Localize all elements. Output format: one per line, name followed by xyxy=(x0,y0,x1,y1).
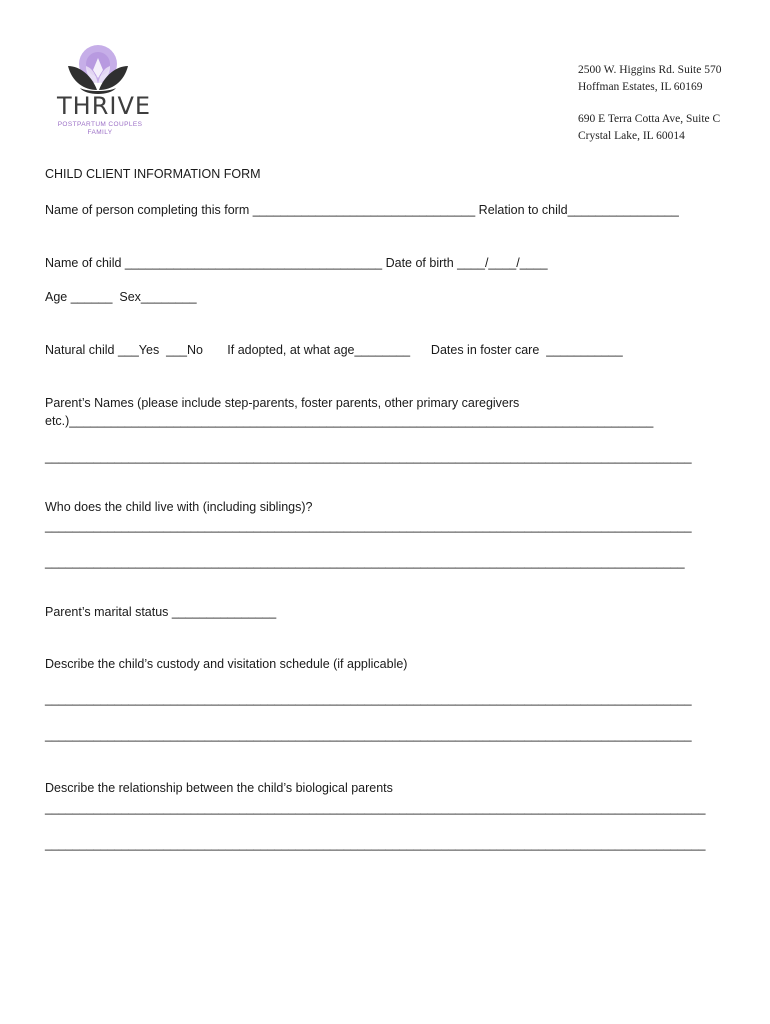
completer-field[interactable]: Name of person completing this form ________________________________ Relation to child________________ xyxy=(45,203,679,217)
lives-with-label: Who does the child live with (including siblings)? xyxy=(45,500,313,514)
relationship-label: Describe the relationship between the child’s biological parents xyxy=(45,781,393,795)
parents-names-label: Parent’s Names (please include step-parents, foster parents, other primary caregivers xyxy=(45,396,520,410)
age-sex-field[interactable]: Age ______ Sex________ xyxy=(45,290,197,304)
relationship-blank-1[interactable]: _______________________________________________________________________________________________ xyxy=(45,801,706,815)
logo-wordmark: THRIVE xyxy=(57,92,152,120)
relationship-blank-2[interactable]: _______________________________________________________________________________________________ xyxy=(45,837,706,851)
marital-status-field[interactable]: Parent’s marital status _______________ xyxy=(45,605,277,619)
custody-blank-2[interactable]: _____________________________________________________________________________________________ xyxy=(45,728,692,742)
parents-names-blank[interactable]: _____________________________________________________________________________________________ xyxy=(45,450,692,464)
office2-line1: 690 E Terra Cotta Ave, Suite C xyxy=(578,113,721,125)
office1-line2: Hoffman Estates, IL 60169 xyxy=(578,80,703,93)
address-block xyxy=(578,62,764,144)
parents-names-field[interactable]: etc.)____________________________________________________________________________________ xyxy=(45,414,654,428)
lives-with-blank-1[interactable]: _____________________________________________________________________________________________ xyxy=(45,519,692,533)
lives-with-blank-2[interactable]: ____________________________________________________________________________________________ xyxy=(45,555,685,569)
office2-line2: Crystal Lake, IL 60014 xyxy=(578,129,685,142)
form-title: CHILD CLIENT INFORMATION FORM xyxy=(45,167,261,181)
custody-blank-1[interactable]: _____________________________________________________________________________________________ xyxy=(45,692,692,706)
natural-adopted-field[interactable]: Natural child ___Yes ___No If adopted, at what age________ Dates in foster care ___________ xyxy=(45,343,623,357)
custody-label: Describe the child’s custody and visitation schedule (if applicable) xyxy=(45,657,408,671)
office1-line1: 2500 W. Higgins Rd. Suite 570 xyxy=(578,64,722,76)
logo-tagline: POSTPARTUM COUPLES FAMILY xyxy=(57,121,143,136)
thrive-logo xyxy=(52,44,152,136)
child-name-dob-field[interactable]: Name of child _____________________________________ Date of birth ____/____/____ xyxy=(45,256,548,270)
